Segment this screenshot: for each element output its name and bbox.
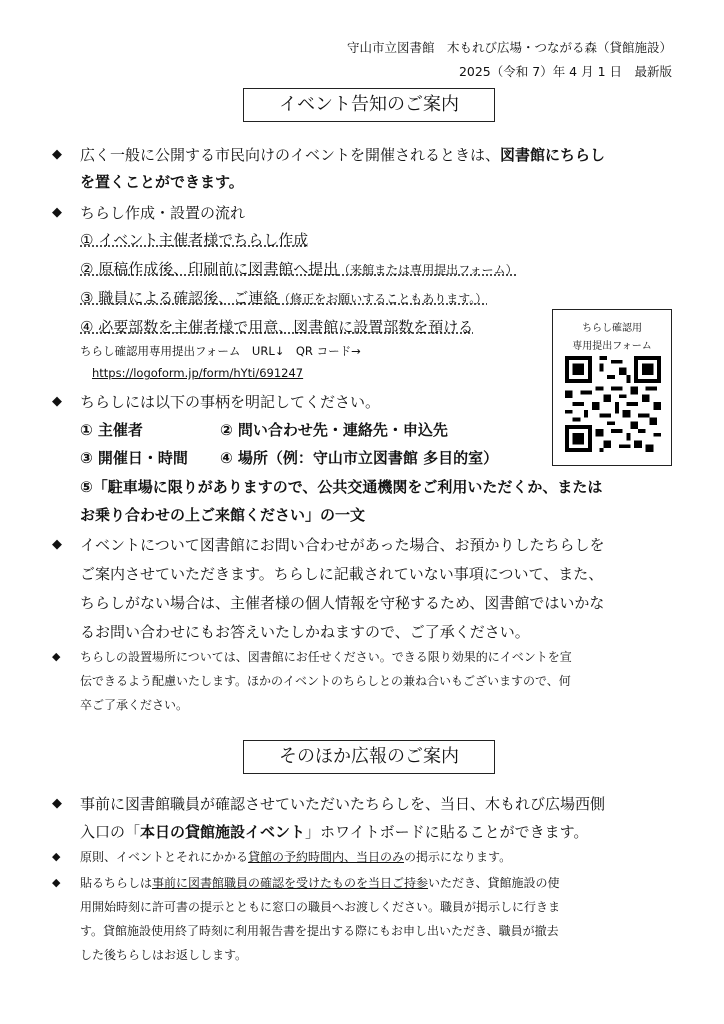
paragraph-line: す。貸館施設使用終了時刻に利用報告書を提出する際にもお申し出いただき、職員が撤去 (80, 924, 559, 938)
flow-step-3: ③ 職員による確認後、ご連絡（修正をお願いすることもあります。） (80, 289, 488, 307)
items-title: ちらしには以下の事柄を明記してください。 (80, 393, 381, 411)
bullet-icon: ◆ (52, 876, 61, 889)
paragraph-line: を置くことができます。 (80, 173, 244, 191)
paragraph-line: 事前に図書館職員が確認させていただいたちらしを、当日、木もれび広場西側 (80, 795, 606, 813)
item-contact: ② 問い合わせ先・連絡先・申込先 (220, 421, 448, 439)
bullet-icon: ◆ (52, 796, 62, 811)
paragraph-line: 原則、イベントとそれにかかる貸館の予約時間内、当日のみの掲示になります。 (80, 850, 512, 864)
item-datetime: ③ 開催日・時間 (80, 449, 188, 467)
qr-code-icon[interactable] (565, 356, 661, 452)
qr-box (552, 309, 672, 466)
bullet-icon: ◆ (52, 650, 61, 663)
paragraph-line: るお問い合わせにもお答えいたしかねますので、ご了承ください。 (80, 623, 530, 641)
paragraph-line: ご案内させていただきます。ちらしに記載されていない事項について、また、 (80, 565, 604, 583)
item-organizer: ① 主催者 (80, 421, 143, 439)
qr-label: 専用提出フォーム (572, 341, 652, 352)
flow-step-1: ① イベント主催者様でちらし作成 (80, 231, 309, 249)
item-parking-notice: お乗り合わせの上ご来館ください」の一文 (80, 506, 366, 524)
bullet-icon: ◆ (52, 205, 62, 220)
paragraph-line: 用開始時刻に許可書の提示とともに窓口の職員へお渡しください。職員が掲示しに行きま (80, 900, 561, 914)
bullet-icon: ◆ (52, 147, 62, 162)
section-title-other-pr: そのほか広報のご案内 (243, 740, 495, 774)
form-url-link[interactable]: https://logoform.jp/form/hYti/691247 (92, 366, 304, 380)
paragraph-line: 広く一般に公開する市民向けのイベントを開催されるときは、図書館にちらし (80, 146, 606, 164)
bullet-icon: ◆ (52, 850, 61, 863)
paragraph-line: した後ちらしはお返しします。 (80, 948, 248, 962)
bullet-icon: ◆ (52, 394, 62, 409)
qr-label: ちらし確認用 (582, 323, 642, 334)
item-place: ④ 場所（例：守山市立図書館 多目的室） (220, 449, 499, 467)
paragraph-line: 伝できるよう配慮いたします。ほかのイベントのちらしとの兼ね合いもございますので、何 (80, 674, 571, 688)
flow-title: ちらし作成・設置の流れ (80, 204, 246, 222)
paragraph-line: ちらしがない場合は、主催者様の個人情報を守秘するため、図書館ではいかな (80, 594, 605, 612)
form-line: ちらし確認用専用提出フォーム URL↓ QR コード→ (80, 344, 361, 358)
flow-step-4: ④ 必要部数を主催者様で用意、図書館に設置部数を預ける (80, 318, 474, 336)
bullet-icon: ◆ (52, 537, 62, 552)
header-date: 2025（令和 7）年 4 月 1 日 最新版 (458, 64, 672, 79)
paragraph-line: 貼るちらしは事前に図書館職員の確認を受けたものを当日ご持参いただき、貸館施設の使 (80, 876, 560, 890)
paragraph-line: 卒ご了承ください。 (80, 698, 189, 712)
paragraph-line: イベントについて図書館にお問い合わせがあった場合、お預かりしたちらしを (80, 536, 605, 554)
flow-step-2: ② 原稿作成後、印刷前に図書館へ提出（来館または専用提出フォーム） (80, 260, 518, 278)
paragraph-line: ちらしの設置場所については、図書館にお任せください。できる限り効果的にイベントを宣 (80, 650, 572, 664)
header-facility: 守山市立図書館 木もれび広場・つながる森（貸館施設） (346, 40, 672, 55)
item-parking-notice: ⑤「駐車場に限りがありますので、公共交通機関をご利用いただくか、または (80, 478, 603, 496)
paragraph-line: 入口の「本日の貸館施設イベント」ホワイトボードに貼ることができます。 (80, 823, 589, 841)
section-title-event-notice: イベント告知のご案内 (243, 88, 495, 122)
